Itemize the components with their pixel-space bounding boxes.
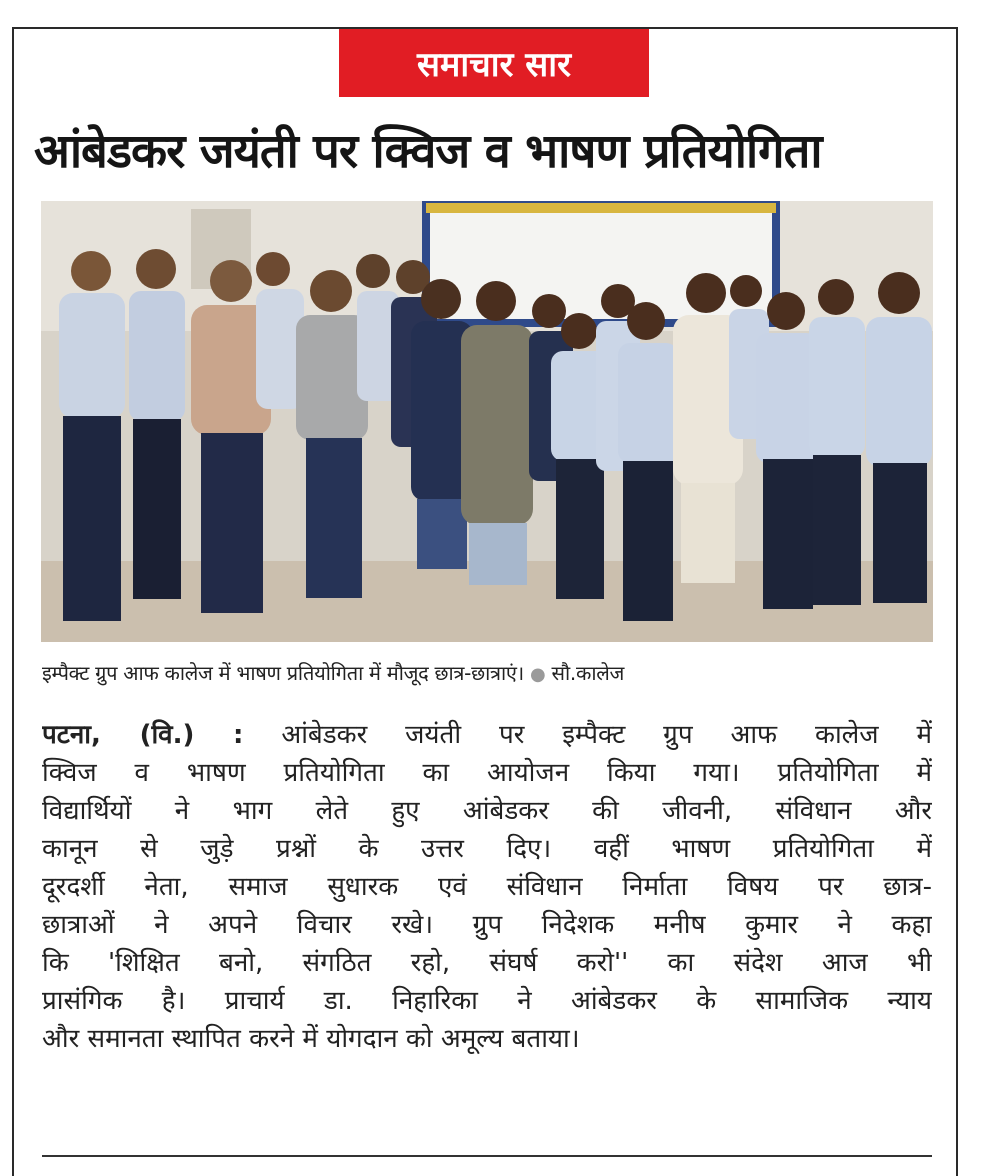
group-photo: [41, 201, 933, 642]
article-line: क्विज व भाषण प्रतियोगिता का आयोजन किया गया। प्रतियोगिता में: [42, 758, 932, 788]
article-line: विद्यार्थियों ने भाग लेते हुए आंबेडकर की जीवनी, संविधान और: [42, 796, 932, 826]
headline: आंबेडकर जयंती पर क्विज व भाषण प्रतियोगिता: [34, 124, 822, 179]
dateline: पटना, (वि.) :: [42, 720, 244, 750]
bullet-dot-icon: ●: [530, 664, 546, 685]
article-line: छात्राओं ने अपने विचार रखे। ग्रुप निदेशक मनीष कुमार ने कहा: [42, 910, 932, 940]
news-clipping: [12, 27, 958, 1176]
article-line: कानून से जुड़े प्रश्नों के उत्तर दिए। वहीं भाषण प्रतियोगिता में: [42, 834, 932, 864]
bottom-divider: [42, 1155, 932, 1157]
article-line: और समानता स्थापित करने में योगदान को अमूल्य बताया।: [42, 1024, 580, 1054]
article-line: प्रासंगिक है। प्राचार्य डा. निहारिका ने आंबेडकर के सामाजिक न्याय: [42, 986, 932, 1016]
article-line: पटना, (वि.) : आंबेडकर जयंती पर इम्पैक्ट ग्रुप आफ कालेज में: [42, 720, 932, 750]
article-line: दूरदर्शी नेता, समाज सुधारक एवं संविधान निर्माता विषय पर छात्र-: [42, 872, 932, 902]
photo-caption: [42, 659, 932, 686]
group-photo-illustration: [41, 201, 933, 642]
article-line: कि 'शिक्षित बनो, संगठित रहो, संघर्ष करो'' का संदेश आज भी: [42, 948, 932, 978]
article-body: [42, 716, 932, 1058]
caption-text: इम्पैक्ट ग्रुप आफ कालेज में भाषण प्रतियोगिता में मौजूद छात्र-छात्राएं।: [42, 661, 524, 685]
photo-credit: सौ.कालेज: [551, 661, 624, 685]
section-kicker: समाचार सार: [339, 29, 649, 97]
